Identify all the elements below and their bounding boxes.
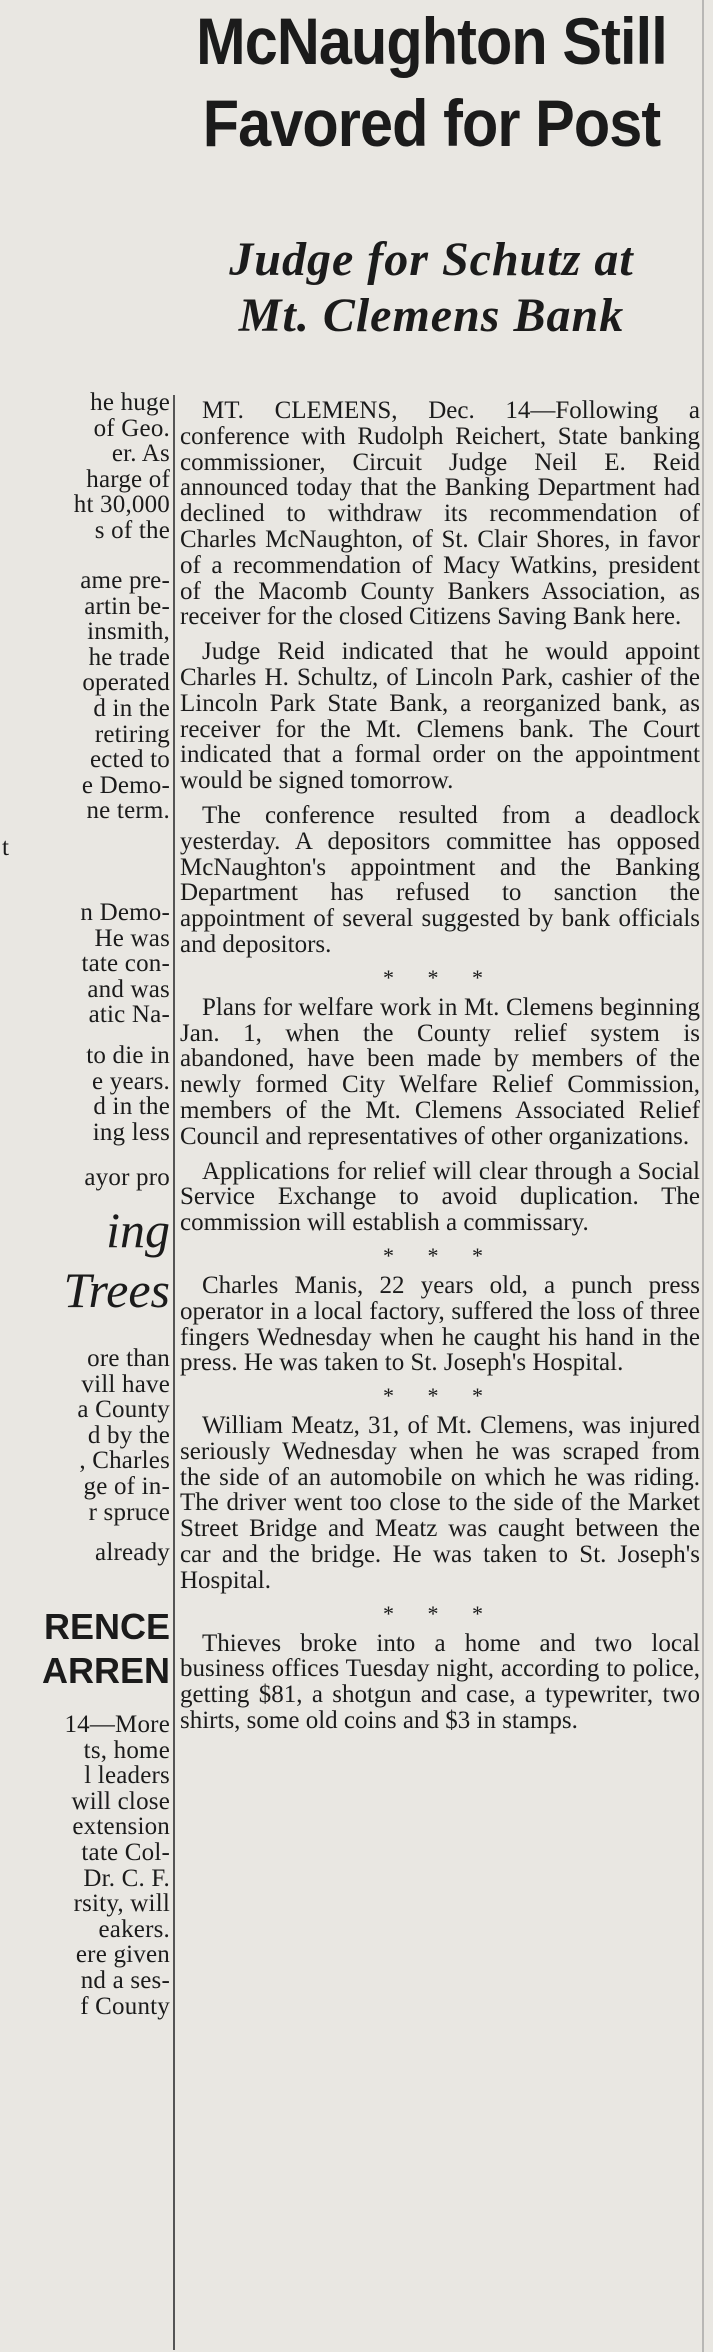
left-subheadline: [64, 1200, 171, 1320]
article-paragraph: Plans for welfare work in Mt. Clemens beginning Jan. 1, when the County relief system is abandoned, have been made by members of the newly formed City Welfare Relief Commission, members of the Mt. Clemens Associated Relief Council and representatives of other organizations.: [180, 993, 700, 1150]
left-line: ne term.: [86, 797, 170, 825]
article-paragraph: MT. CLEMENS, Dec. 14—Following a conference with Rudolph Reichert, State banking commissioner, Circuit Judge Neil E. Reid announced today that the Banking Department had declined to withdraw its recommendation of Charles McNaughton, of St. Clair Shores, in favor of a recommendation of Macy Watkins, president of the Macomb County Bankers Association, as receiver for the closed Citizens Saving Bank here.: [180, 397, 700, 631]
subheadline-line-1: Judge for Schutz at: [229, 233, 634, 286]
subheadline: [150, 232, 713, 344]
left-line: ayor pro: [84, 1164, 170, 1191]
left-line: d in the: [93, 694, 170, 722]
left-line: ts, home: [83, 1736, 170, 1764]
left-line: extension: [72, 1813, 170, 1841]
left-line: He was: [94, 924, 170, 952]
left-line: tate con-: [81, 950, 170, 978]
left-line: er. As: [111, 440, 170, 468]
left-line: insmith,: [87, 618, 170, 646]
left-line: retiring: [94, 720, 170, 748]
article-paragraph: Judge Reid indicated that he would appoint Charles H. Schultz, of Lincoln Park, cashier of the Lincoln Park State Bank, a reorganized bank, as receiver for the Mt. Clemens bank. The Court indicated that a formal order on the appointment would be signed tomorrow.: [180, 638, 700, 795]
left-block-2-tail: [2, 835, 9, 861]
article-body: [180, 398, 700, 1743]
left-line: nd a ses-: [80, 1966, 170, 1994]
article-paragraph: The conference resulted from a deadlock yesterday. A depositors committee has opposed McNaughton's appointment and the Banking Department has refused to sanction the appointment of several suggested by bank officials and depositors.: [180, 801, 700, 958]
left-block-2: [80, 568, 170, 824]
section-separator: * * *: [383, 1383, 497, 1409]
left-line: ore than: [87, 1345, 170, 1372]
left-line: harge of: [86, 465, 170, 493]
left-line: ected to: [89, 746, 170, 774]
left-line: tate Col-: [81, 1838, 170, 1866]
left-line: r spruce: [88, 1498, 170, 1526]
left-block-1: [74, 390, 170, 544]
left-column-fragment: [0, 390, 173, 2352]
left-line: Trees: [63, 1262, 170, 1318]
left-line: t: [2, 834, 10, 861]
page-edge-rule: [702, 0, 704, 2352]
left-line: f County: [80, 1992, 170, 2020]
article-paragraph: Applications for relief will clear through a Social Service Exchange to avoid duplication. The commission will establish a commissary.: [180, 1157, 700, 1237]
left-line: d in the: [93, 1093, 170, 1121]
left-line: l leaders: [84, 1762, 170, 1790]
left-line: s of the: [94, 516, 170, 544]
left-line: already: [95, 1539, 170, 1566]
left-line: to die in: [86, 1042, 170, 1069]
left-line: ing: [106, 1202, 170, 1258]
left-line: ame pre-: [80, 567, 170, 594]
left-line: a County: [77, 1396, 170, 1424]
left-line: n Demo-: [80, 899, 170, 926]
left-line: RENCE: [43, 1606, 170, 1647]
left-line: , Charles: [79, 1447, 170, 1475]
column-rule: [173, 395, 175, 2350]
section-separator: * * *: [383, 964, 497, 990]
subheadline-line-2: Mt. Clemens Bank: [238, 289, 625, 342]
section-separator: * * *: [383, 1600, 497, 1626]
left-line: artin be-: [84, 592, 170, 620]
left-line: ARREN: [41, 1650, 170, 1691]
headline-line-2: Favored for Post: [202, 86, 661, 160]
left-line: e Demo-: [81, 771, 170, 799]
left-block-4: [86, 1043, 170, 1145]
left-line: vill have: [81, 1370, 170, 1398]
left-caps-headline: [42, 1605, 170, 1693]
left-block-7: [95, 1540, 170, 1566]
headline-line-1: McNaughton Still: [196, 4, 667, 78]
left-line: ing less: [92, 1118, 170, 1146]
left-line: and was: [87, 975, 170, 1003]
left-line: rsity, will: [73, 1890, 170, 1918]
article-paragraph: Charles Manis, 22 years old, a punch press operator in a local factory, suffered the loss of three fingers Wednesday when he caught his hand in the press. He was taken to St. Joseph's Hospital.: [180, 1271, 700, 1377]
left-line: ht 30,000: [73, 491, 170, 519]
left-block-8: [64, 1712, 170, 2019]
left-line: of Geo.: [93, 414, 170, 442]
left-line: eakers.: [98, 1915, 170, 1943]
left-line: will close: [71, 1787, 170, 1815]
section-separator: * * *: [383, 1242, 497, 1268]
headline: [178, 0, 685, 164]
left-block-3: [80, 900, 170, 1028]
article-paragraph: William Meatz, 31, of Mt. Clemens, was injured seriously Wednesday when he was scraped from the side of an automobile on which he was riding. The driver went too close to the side of the Market Street Bridge and Meatz was caught between the car and the bridge. He was taken to St. Joseph's Hospital.: [180, 1412, 700, 1594]
left-line: d by the: [87, 1421, 170, 1449]
left-block-6: [77, 1346, 170, 1525]
left-line: 14—More: [64, 1711, 170, 1738]
left-line: atic Na-: [88, 1001, 170, 1029]
left-line: he huge: [90, 390, 170, 416]
left-line: ge of in-: [83, 1472, 170, 1500]
left-block-5: [84, 1165, 170, 1191]
left-line: he trade: [88, 643, 170, 671]
article-paragraph: Thieves broke into a home and two local business offices Tuesday night, according to police, getting $81, a shotgun and case, a typewriter, two shirts, some old coins and $3 in stamps.: [180, 1629, 700, 1735]
left-line: Dr. C. F.: [83, 1864, 170, 1892]
left-line: ere given: [75, 1941, 170, 1969]
left-line: operated: [82, 669, 170, 697]
left-line: e years.: [92, 1067, 170, 1095]
